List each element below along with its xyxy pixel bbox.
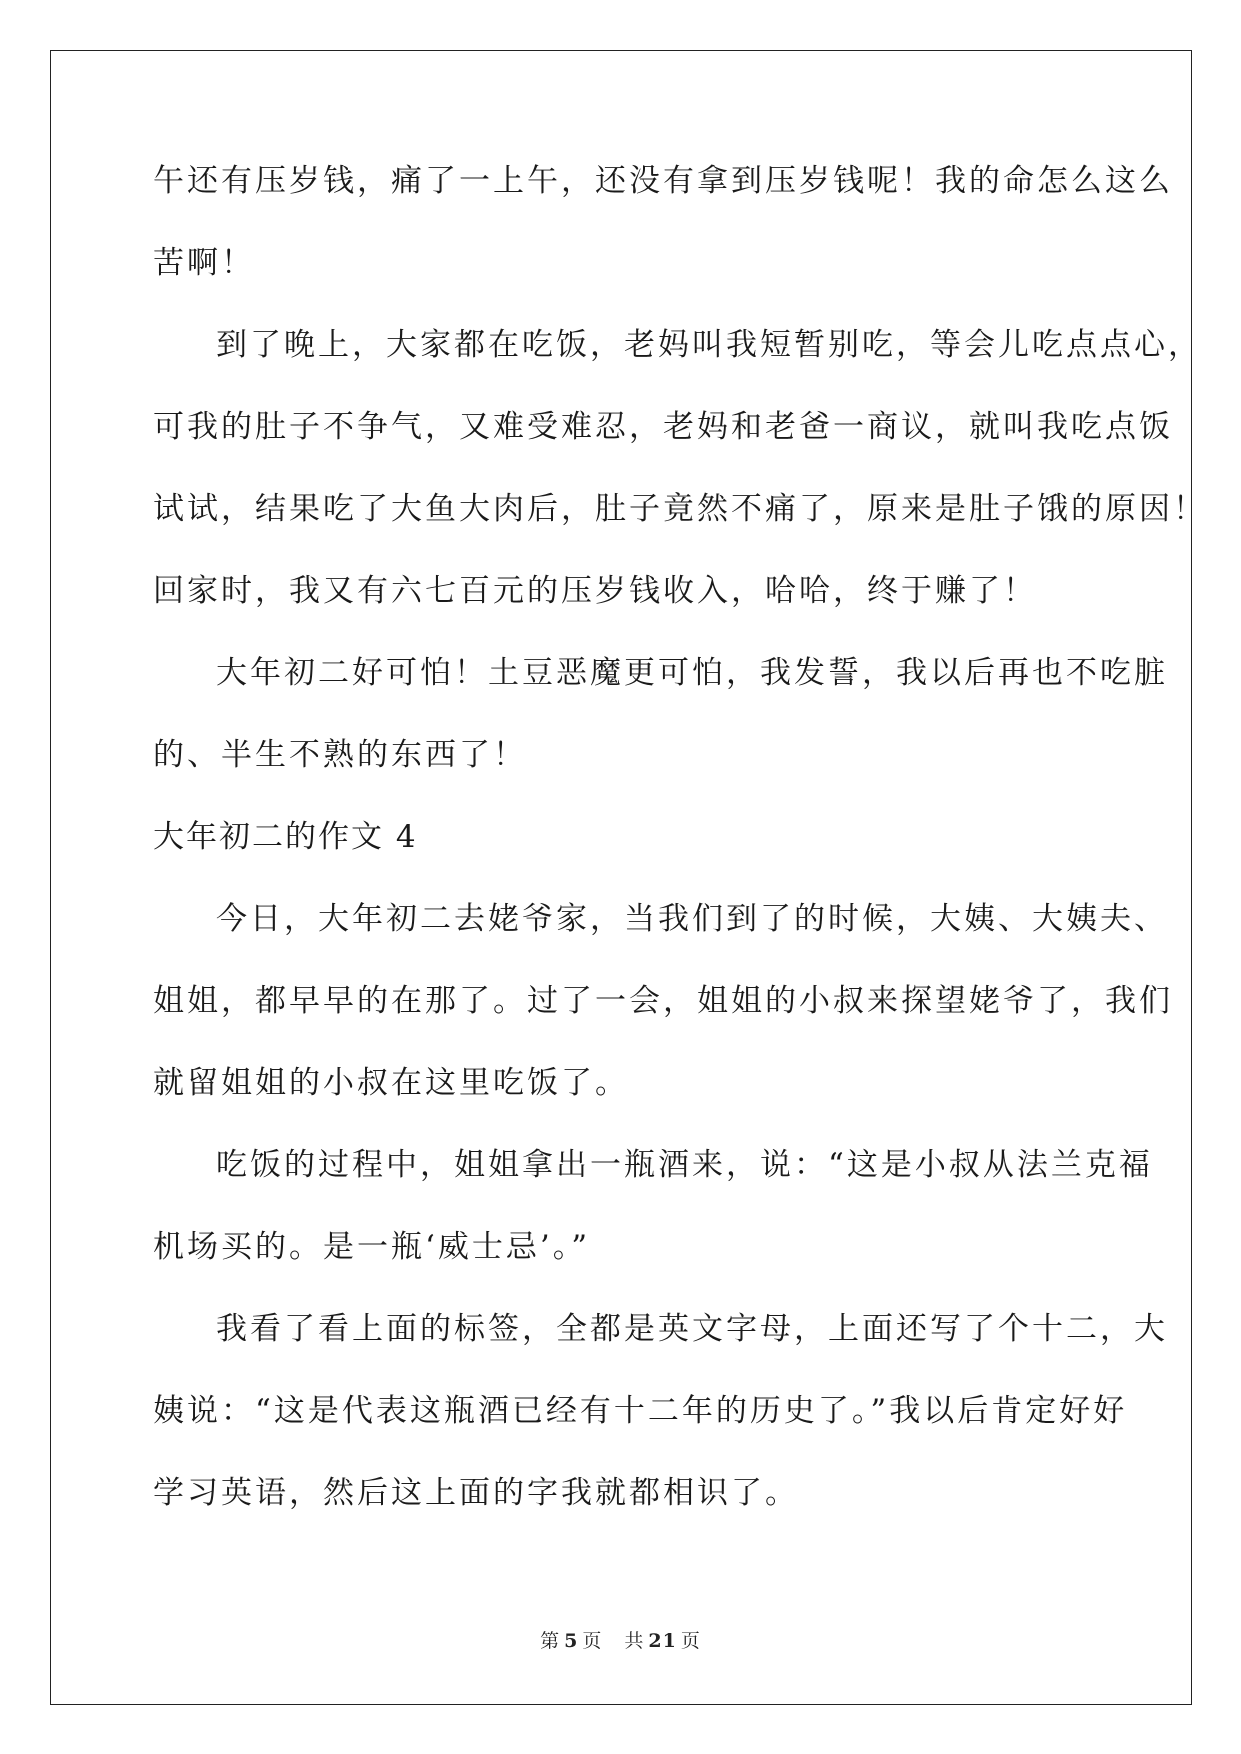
text-line: 苦啊！ bbox=[153, 245, 255, 281]
paragraph-start-line: 大年初二好可怕！土豆恶魔更可怕，我发誓，我以后再也不吃脏 bbox=[216, 655, 1168, 691]
text-line: 就留姐姐的小叔在这里吃饭了。 bbox=[153, 1065, 629, 1101]
paragraph-start-line: 我看了看上面的标签，全都是英文字母，上面还写了个十二，大 bbox=[216, 1311, 1168, 1347]
text-line: 姐姐，都早早的在那了。过了一会，姐姐的小叔来探望姥爷了，我们 bbox=[153, 983, 1173, 1019]
total-pages-suffix: 页 bbox=[680, 1630, 701, 1652]
text-line: 姨说：“这是代表这瓶酒已经有十二年的历史了。”我以后肯定好好 bbox=[153, 1393, 1128, 1429]
text-line: 午还有压岁钱，痛了一上午，还没有拿到压岁钱呢！我的命怎么这么 bbox=[153, 163, 1173, 199]
page-number: 5 bbox=[564, 1630, 579, 1652]
document-body bbox=[153, 140, 1207, 1534]
text-line: 的、半生不熟的东西了！ bbox=[153, 737, 527, 773]
section-heading: 大年初二的作文 4 bbox=[153, 819, 418, 855]
text-line: 试试，结果吃了大鱼大肉后，肚子竟然不痛了，原来是肚子饿的原因！ bbox=[153, 491, 1207, 527]
paragraph-start-line: 吃饭的过程中，姐姐拿出一瓶酒来，说：“这是小叔从法兰克福 bbox=[216, 1147, 1153, 1183]
total-pages: 21 bbox=[648, 1630, 677, 1652]
text-line: 回家时，我又有六七百元的压岁钱收入，哈哈，终于赚了！ bbox=[153, 573, 1037, 609]
text-line: 可我的肚子不争气，又难受难忍，老妈和老爸一商议，就叫我吃点饭 bbox=[153, 409, 1173, 445]
total-pages-prefix: 共 bbox=[624, 1630, 645, 1652]
paragraph-start-line: 今日，大年初二去姥爷家，当我们到了的时候，大姨、大姨夫、 bbox=[216, 901, 1168, 937]
page-number-prefix: 第 bbox=[540, 1630, 561, 1652]
text-line: 学习英语，然后这上面的字我就都相识了。 bbox=[153, 1475, 799, 1511]
paragraph-start-line: 到了晚上，大家都在吃饭，老妈叫我短暂别吃，等会儿吃点点心， bbox=[216, 327, 1202, 363]
text-line: 机场买的。是一瓶‘威士忌’。” bbox=[153, 1229, 591, 1265]
page-number-suffix: 页 bbox=[582, 1630, 603, 1652]
page-footer bbox=[0, 1626, 1241, 1653]
